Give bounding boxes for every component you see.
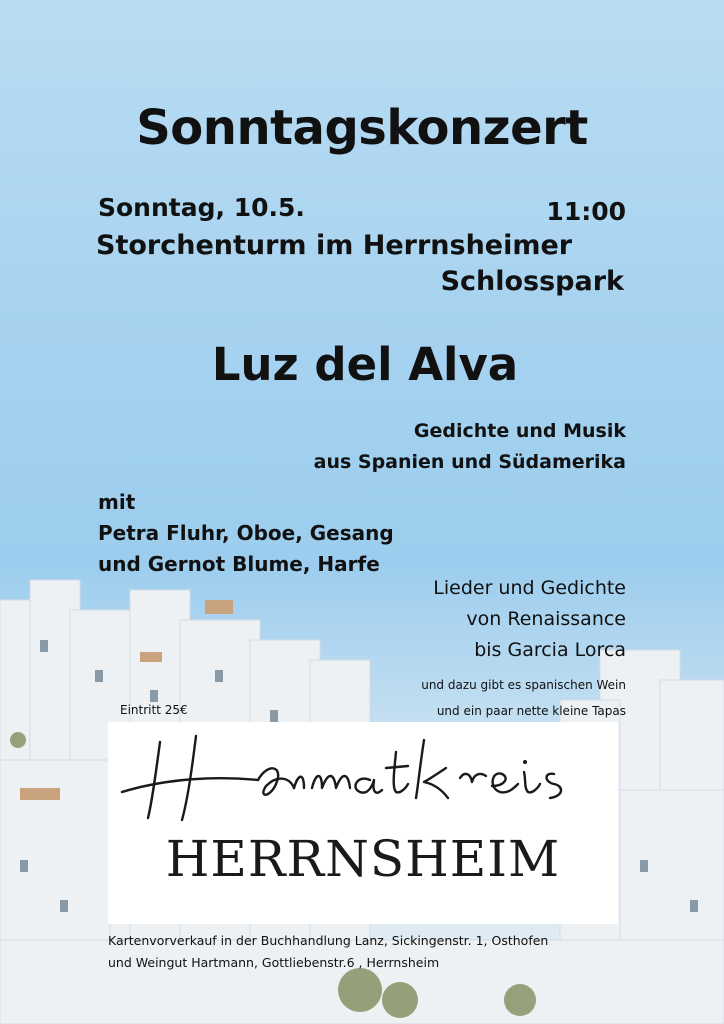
event-time: 11:00 [546, 197, 626, 226]
performer-line-2: und Gernot Blume, Harfe [98, 552, 380, 576]
performers-intro: mit [98, 490, 136, 514]
logo-script-signature [108, 722, 618, 832]
performer-line-1: Petra Fluhr, Oboe, Gesang [98, 521, 394, 545]
event-location-line-2: Schlosspark [440, 266, 624, 297]
program-line-2: von Renaissance [466, 608, 626, 630]
program-line-1: Lieder und Gedichte [433, 577, 626, 599]
logo-wordmark: HERRNSHEIM [165, 830, 561, 888]
event-location-line-1: Storchenturm im Herrnsheimer [96, 230, 573, 261]
presale-line-2: und Weingut Hartmann, Gottliebenstr.6 , Herrnsheim [108, 955, 440, 970]
subtitle-line-1: Gedichte und Musik [413, 420, 626, 442]
extras-line-1: und dazu gibt es spanischen Wein [421, 678, 626, 692]
admission-price: Eintritt 25€ [120, 703, 188, 717]
heimatkreis-logo [108, 722, 618, 924]
event-date: Sonntag, 10.5. [98, 193, 305, 222]
poster-title: Sonntagskonzert [136, 100, 588, 156]
program-line-3: bis Garcia Lorca [474, 639, 626, 661]
artist-name: Luz del Alva [211, 338, 519, 391]
extras-line-2: und ein paar nette kleine Tapas [436, 704, 626, 718]
subtitle-line-2: aus Spanien und Südamerika [313, 451, 626, 473]
presale-line-1: Kartenvorverkauf in der Buchhandlung Lanz, Sickingenstr. 1, Osthofen [108, 933, 549, 948]
